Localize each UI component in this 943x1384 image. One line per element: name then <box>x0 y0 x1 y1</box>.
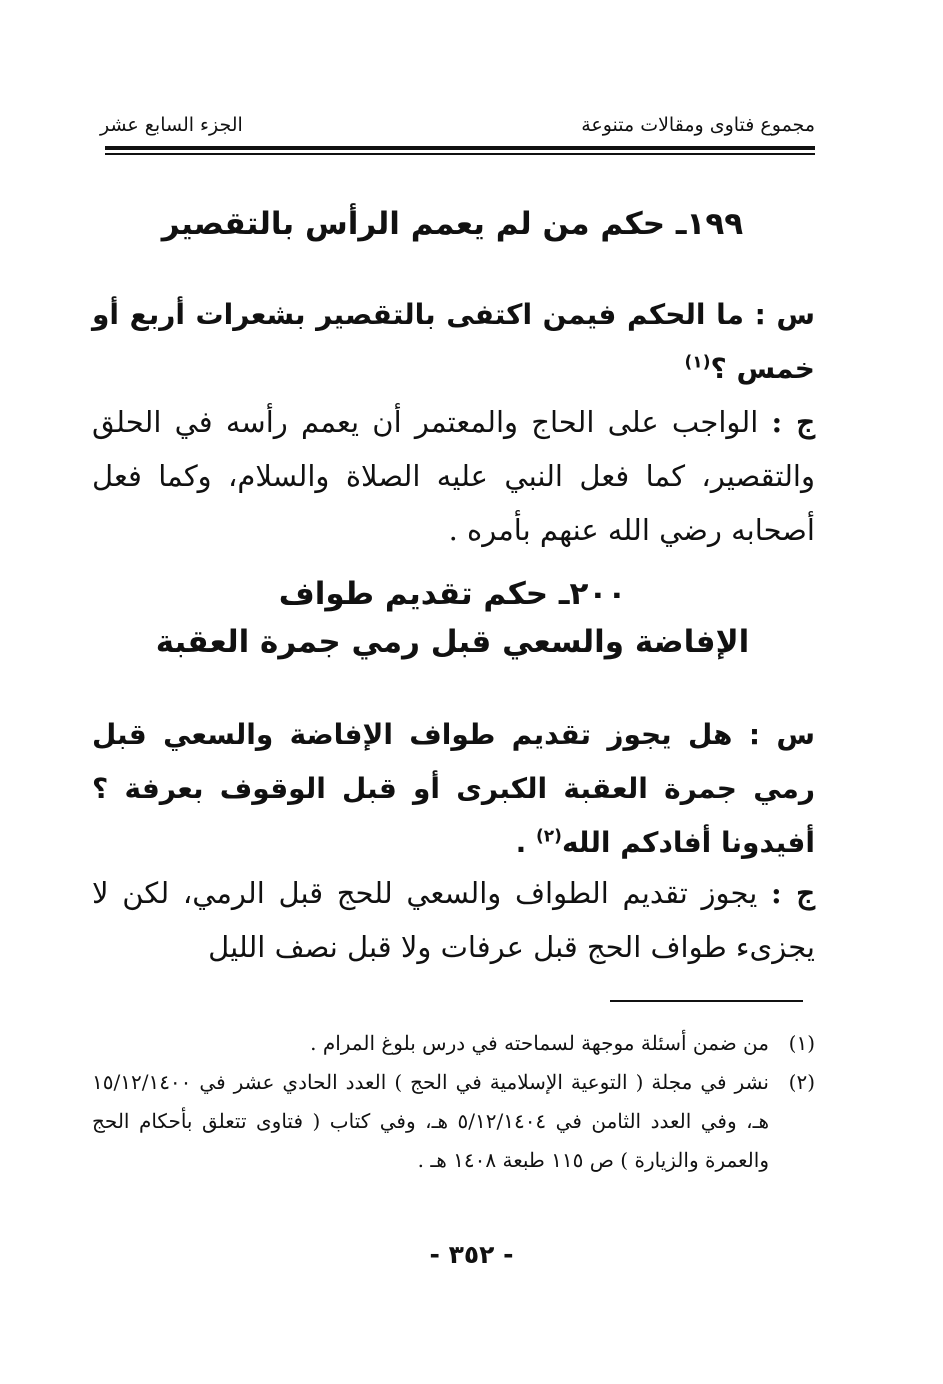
answer-text: الواجب على الحاج والمعتمر أن يعمم رأسه في الحلق والتقصير، كما فعل النبي عليه الصلاة والسلام، وكما فعل أصحابه رضي الله عنهم بأمره . <box>92 405 815 547</box>
question-label: س : <box>754 298 816 331</box>
book-title: مجموع فتاوى ومقالات متنوعة <box>581 114 815 136</box>
answer-text: يجوز تقديم الطواف والسعي للحج قبل الرمي، لكن لا يجزىء طواف الحج قبل عرفات ولا قبل نصف الليل <box>92 876 815 964</box>
question-label: س : <box>748 718 815 751</box>
footnotes <box>92 1024 815 1180</box>
running-header <box>100 112 815 144</box>
footnote-number: (٢) <box>788 1070 815 1094</box>
question-end: . <box>515 826 536 859</box>
footnote-ref: (٢) <box>536 826 562 847</box>
header-rule-thin <box>105 153 815 155</box>
footnote-ref: (١) <box>684 352 711 373</box>
section-200-answer <box>92 866 815 974</box>
section-199-question <box>92 288 815 396</box>
section-200-title-line1: ٢٠٠ـ حكم تقديم طواف <box>278 576 627 612</box>
footnote-text: نشر في مجلة ( التوعية الإسلامية في الحج ) العدد الحادي عشر في ١٥/١٢/١٤٠٠ هـ، وفي العدد الثامن في ٥/١٢/١٤٠٤ هـ، وفي كتاب ( فتاوى تتعلق بأحكام الحج والعمرة والزيارة ) ص ١١٥ طبعة ١٤٠٨ هـ . <box>92 1070 770 1172</box>
page-number: - ٣٥٢ - <box>429 1240 514 1269</box>
answer-label: ج : <box>771 405 815 439</box>
section-200-title-line2: الإفاضة والسعي قبل رمي جمرة العقبة <box>155 624 750 660</box>
header-rule-thick <box>105 146 815 150</box>
question-text: هل يجوز تقديم طواف الإفاضة والسعي قبل رمي جمرة العقبة الكبرى أو قبل الوقوف بعرفة ؟ أفيدونا أفادكم الله <box>92 718 815 859</box>
footnote-text: من ضمن أسئلة موجهة لسماحته في درس بلوغ المرام . <box>310 1031 769 1055</box>
section-199-title: ١٩٩ـ حكم من لم يعمم الرأس بالتقصير <box>161 206 744 242</box>
section-200-question <box>92 708 815 870</box>
section-199-answer <box>92 395 815 557</box>
footnote-1 <box>92 1024 815 1063</box>
volume-title: الجزء السابع عشر <box>100 114 243 136</box>
footnote-separator <box>610 1000 803 1002</box>
question-text: ما الحكم فيمن اكتفى بالتقصير بشعرات أربع أو خمس ؟ <box>92 298 815 385</box>
footnote-number: (١) <box>788 1031 815 1055</box>
footnote-2 <box>92 1063 815 1180</box>
answer-label: ج : <box>771 876 816 910</box>
